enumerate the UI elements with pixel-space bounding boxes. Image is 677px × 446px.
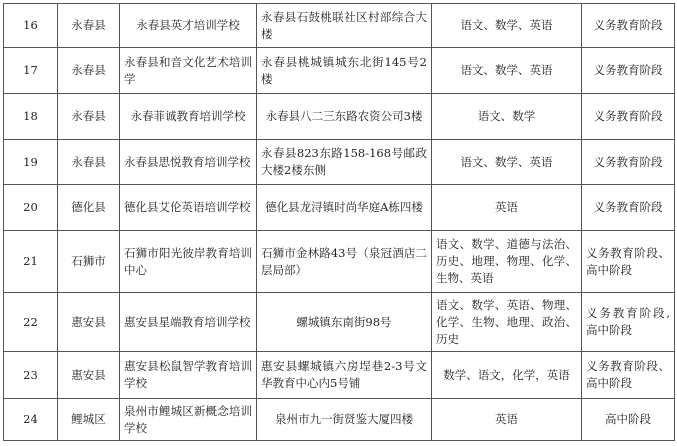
county-cell: 永春县 xyxy=(58,140,120,185)
stage-cell: 义务教育阶段 xyxy=(582,48,675,94)
table-row xyxy=(4,48,675,94)
school-name-cell: 惠安县松鼠智学教育培训学校 xyxy=(120,352,257,399)
county-cell: 永春县 xyxy=(58,4,120,48)
stage-cell: 义务教育阶段,高中阶段 xyxy=(582,293,675,352)
table-row xyxy=(4,231,675,293)
address-cell: 永春县石鼓桃联社区村部综合大楼 xyxy=(257,4,432,48)
subjects-cell: 语文、数学 xyxy=(432,94,582,140)
school-name-cell: 永春县英才培训学校 xyxy=(120,4,257,48)
school-name-cell: 永春菲诚教育培训学校 xyxy=(120,94,257,140)
row-number: 16 xyxy=(4,4,58,48)
table-row xyxy=(4,94,675,140)
subjects-cell: 数学、语文，化学，英语 xyxy=(432,352,582,399)
table-row xyxy=(4,293,675,352)
address-cell: 永春县八二三东路农资公司3楼 xyxy=(257,94,432,140)
subjects-cell: 语文、数学、英语 xyxy=(432,140,582,185)
row-number: 24 xyxy=(4,399,58,441)
county-cell: 石狮市 xyxy=(58,231,120,293)
county-cell: 德化县 xyxy=(58,185,120,231)
table-row xyxy=(4,352,675,399)
row-number: 22 xyxy=(4,293,58,352)
table-row xyxy=(4,399,675,441)
stage-cell: 义务教育阶段 xyxy=(582,185,675,231)
address-cell: 永春县桃城镇城东北街145号2楼 xyxy=(257,48,432,94)
row-number: 17 xyxy=(4,48,58,94)
stage-cell: 义务教育阶段、高中阶段 xyxy=(582,352,675,399)
address-cell: 永春县823东路158-168号邮政大楼2楼东侧 xyxy=(257,140,432,185)
subjects-cell: 语文、数学、英语 xyxy=(432,4,582,48)
stage-cell: 义务教育阶段 xyxy=(582,94,675,140)
county-cell: 鲤城区 xyxy=(58,399,120,441)
subjects-cell: 英语 xyxy=(432,399,582,441)
address-cell: 惠安县螺城镇六房埕巷2-3号文华教育中心内5号铺 xyxy=(257,352,432,399)
stage-cell: 高中阶段 xyxy=(582,399,675,441)
row-number: 19 xyxy=(4,140,58,185)
row-number: 23 xyxy=(4,352,58,399)
address-cell: 螺城镇东南街98号 xyxy=(257,293,432,352)
stage-cell: 义务教育阶段、高中阶段 xyxy=(582,231,675,293)
county-cell: 惠安县 xyxy=(58,293,120,352)
school-table xyxy=(3,3,675,441)
row-number: 18 xyxy=(4,94,58,140)
row-number: 20 xyxy=(4,185,58,231)
stage-cell: 义务教育阶段 xyxy=(582,140,675,185)
address-cell: 德化县龙浔镇时尚华庭A栋四楼 xyxy=(257,185,432,231)
county-cell: 惠安县 xyxy=(58,352,120,399)
county-cell: 永春县 xyxy=(58,94,120,140)
table-row xyxy=(4,185,675,231)
school-name-cell: 泉州市鲤城区新概念培训学校 xyxy=(120,399,257,441)
address-cell: 泉州市九一街贤鉴大厦四楼 xyxy=(257,399,432,441)
stage-cell: 义务教育阶段 xyxy=(582,4,675,48)
school-name-cell: 永春县思悦教育培训学校 xyxy=(120,140,257,185)
school-name-cell: 德化县艾伦英语培训学校 xyxy=(120,185,257,231)
table-row xyxy=(4,140,675,185)
subjects-cell: 语文、数学、英语 xyxy=(432,48,582,94)
county-cell: 永春县 xyxy=(58,48,120,94)
subjects-cell: 英语 xyxy=(432,185,582,231)
school-name-cell: 石狮市阳光彼岸教育培训中心 xyxy=(120,231,257,293)
address-cell: 石狮市金林路43号（泉冠酒店二层局部） xyxy=(257,231,432,293)
school-name-cell: 惠安县星端教育培训学校 xyxy=(120,293,257,352)
subjects-cell: 语文、数学、道德与法治、历史、地理、物理、化学、生物、英语 xyxy=(432,231,582,293)
row-number: 21 xyxy=(4,231,58,293)
school-name-cell: 永春县和音文化艺术培训学 xyxy=(120,48,257,94)
table-row xyxy=(4,4,675,48)
subjects-cell: 语文、数学、英语、物理、化学、生物、地理、政治、历史 xyxy=(432,293,582,352)
